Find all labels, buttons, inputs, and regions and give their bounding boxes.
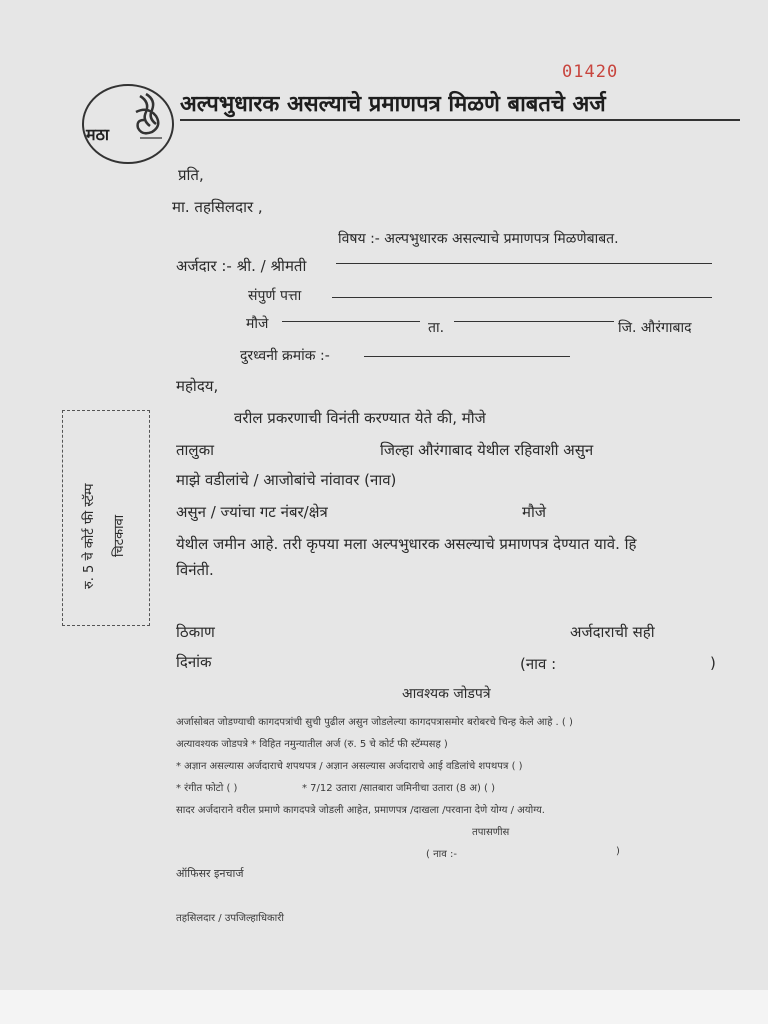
village-line[interactable] xyxy=(282,321,420,322)
attachments-heading: आवश्यक जोडपत्रे xyxy=(402,686,491,702)
address-to: प्रति, xyxy=(178,166,204,184)
officer-in-charge: ऑफिसर इनचार्ज xyxy=(176,867,244,880)
name-close: ) xyxy=(710,654,716,672)
verifier-name-open: ( नाव :- xyxy=(426,849,457,860)
logo-emblem-icon xyxy=(80,82,176,166)
tehsildar-label: तहसिलदार / उपजिल्हाधिकारी xyxy=(176,913,284,924)
verifier-name-close: ) xyxy=(616,846,620,857)
form-title: अल्पभुधारक असल्याचे प्रमाणपत्र मिळणे बाबतचे अर्ज xyxy=(180,92,606,117)
date-label: दिनांक xyxy=(176,653,212,671)
phone-label: दुरध्वनी क्रमांक :- xyxy=(240,348,330,364)
full-address-line[interactable] xyxy=(332,297,712,298)
logo-text: मठा xyxy=(86,125,110,144)
body-line-3: माझे वडीलांचे / आजोबांचे नांवावर (नाव) xyxy=(176,471,397,489)
attachments-line-5: सादर अर्जदाराने वरील प्रमाणे कागदपत्रे जोडली आहेत, प्रमाणपत्र /दाखला /परवाना देणे योग्य / अयोग्य. xyxy=(176,805,545,816)
attachments-photo: * रंगीत फोटो ( ) xyxy=(176,783,238,794)
stamp-label: रु. 5 चे कोर्ट फी स्टॅम्प xyxy=(82,483,97,589)
body-line-5: येथील जमीन आहे. तरी कृपया मला अल्पभुधारक असल्याचे प्रमाणपत्र देण्यात यावे. हि xyxy=(176,535,637,553)
logo xyxy=(80,82,176,166)
verifier-label: तपासणीस xyxy=(472,827,510,838)
taluka-line[interactable] xyxy=(454,321,614,322)
page-margin xyxy=(0,990,768,1024)
serial-number: 01420 xyxy=(562,62,619,82)
applicant-name-line[interactable] xyxy=(336,263,712,264)
body-line-2: जिल्हा औरंगाबाद येथील रहिवाशी असुन xyxy=(380,441,594,459)
attachments-land-record: * 7/12 उतारा /सातबारा जमिनीचा उतारा (8 अ) ( ) xyxy=(302,783,496,794)
stamp-instruction: चिटकावा xyxy=(112,514,127,557)
body-line-1: वरील प्रकरणाची विनंती करण्यात येते की, मौजे xyxy=(234,409,486,427)
body-line-6: विनंती. xyxy=(176,561,214,579)
applicant-signature-label: अर्जदाराची सही xyxy=(570,623,655,641)
place-label: ठिकाण xyxy=(176,623,215,641)
address-recipient: मा. तहसिलदार , xyxy=(172,198,263,216)
salutation: महोदय, xyxy=(176,377,219,395)
body-village-label: मौजे xyxy=(522,503,546,521)
attachments-line-1: अर्जासोबत जोडण्याची कागदपत्रांची सुची पुढील असुन जोडलेल्या कागदपत्रासमोर बरोबरचे चिन्ह केले आहे . ( ) xyxy=(176,717,573,728)
attachments-line-2: अत्यावश्यक जोडपत्रे * विहित नमुन्यातील अर्ज (रु. 5 चे कोर्ट फी स्टॅम्पसह ) xyxy=(176,739,448,750)
attachments-line-3: * अज्ञान असल्यास अर्जदाराचे शपथपत्र / अज्ञान असल्यास अर्जदाराचे आई वडिलांचे शपथपत्र ( ) xyxy=(176,761,523,772)
name-open: (नाव : xyxy=(520,655,557,673)
body-taluka-label: तालुका xyxy=(176,441,215,459)
body-line-4: असुन / ज्यांचा गट नंबर/क्षेत्र xyxy=(176,503,328,521)
applicant-label: अर्जदार :- श्री. / श्रीमती xyxy=(176,257,307,275)
phone-line[interactable] xyxy=(364,356,570,357)
full-address-label: संपुर्ण पत्ता xyxy=(248,288,302,304)
court-fee-stamp-box xyxy=(62,410,150,626)
district-label: जि. औरंगाबाद xyxy=(618,320,692,336)
title-underline xyxy=(180,119,740,121)
village-label: मौजे xyxy=(246,316,269,332)
subject-line: विषय :- अल्पभुधारक असल्याचे प्रमाणपत्र मिळणेबाबत. xyxy=(338,231,619,247)
taluka-label: ता. xyxy=(428,320,445,336)
